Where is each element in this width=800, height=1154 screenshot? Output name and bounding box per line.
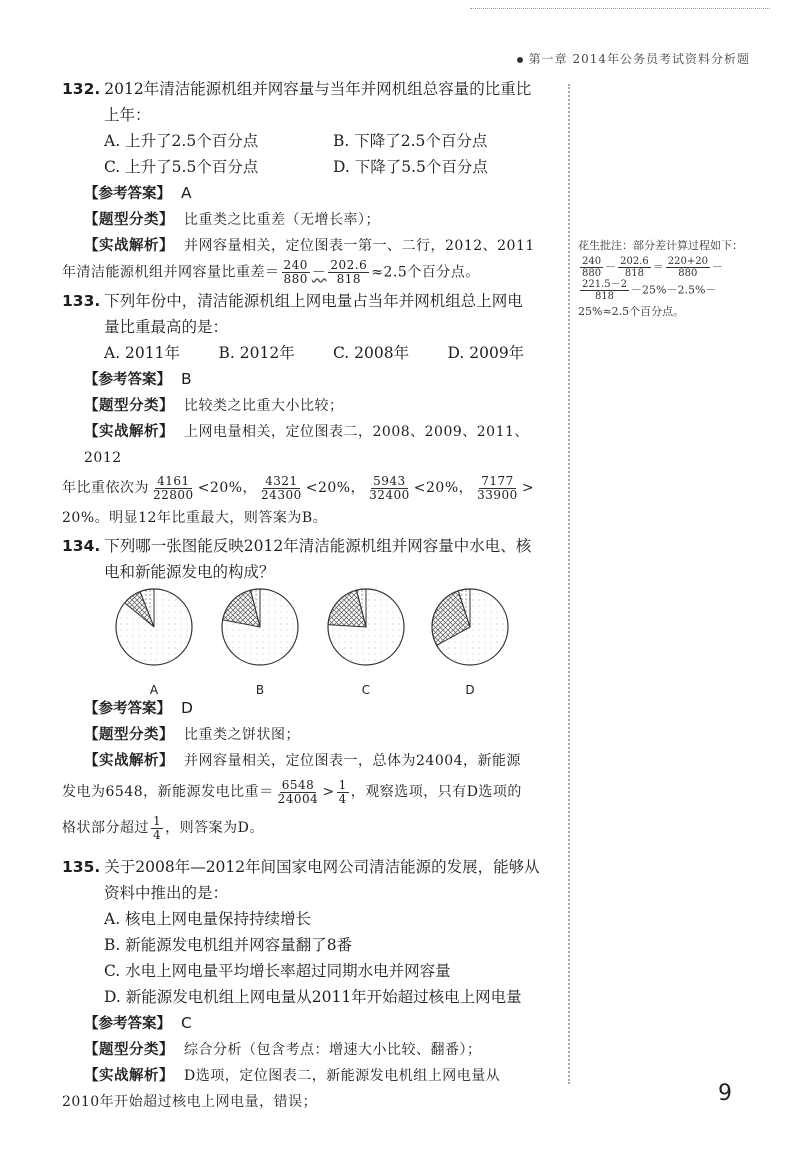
analysis-text: 格状部分超过: [62, 820, 149, 836]
numerator: 240: [283, 258, 308, 272]
fraction: [328, 259, 369, 286]
operator: －: [311, 264, 327, 281]
option-c: C. 上升了5.5个百分点: [104, 158, 259, 176]
denominator: 818: [624, 268, 644, 279]
pie-options: [112, 585, 552, 695]
denominator: 4: [338, 791, 347, 806]
running-header: [517, 50, 750, 67]
analysis-formula: [62, 774, 562, 810]
header-text: 第一章 2014年公务员考试资料分析题: [528, 52, 750, 66]
analysis-formula: [62, 810, 562, 846]
fraction: [580, 256, 603, 279]
option-c: C. 水电上网电量平均增长率超过同期水电并网容量: [104, 962, 451, 980]
question-number: 135.: [62, 858, 101, 876]
analysis-text: D选项，定位图表二，新能源发电机组上网电量从: [184, 1068, 501, 1084]
side-note-text: 25%≈2.5个百分点。: [578, 305, 685, 318]
denominator: 880: [582, 268, 602, 279]
side-note-text: －25%－2.5%－: [631, 283, 717, 297]
answer: D: [181, 699, 193, 717]
comparison: >: [322, 784, 335, 800]
numerator: 1: [153, 813, 162, 828]
denominator: 818: [336, 272, 362, 286]
analysis-text: ，观察选项，只有D选项的: [350, 784, 522, 800]
denominator: 818: [594, 291, 615, 302]
type-text: 比重类之比重差（无增长率）；: [184, 212, 380, 228]
pie-chart: [324, 585, 408, 669]
analysis-tag: 【实战解析】: [84, 753, 174, 769]
type-tag: 【题型分类】: [84, 212, 174, 228]
fraction: [151, 815, 163, 842]
numerator: 1: [338, 777, 347, 792]
question-stem: 关于2008年—2012年间国家电网公司清洁能源的发展，能够从: [104, 858, 540, 876]
analysis-formula: [62, 471, 562, 505]
header-rule: [470, 8, 770, 9]
denominator: 24004: [277, 791, 319, 806]
wavy-underlined-formula: [280, 258, 372, 286]
fraction: [151, 475, 196, 502]
fraction: [475, 475, 520, 502]
pie-option-d: [428, 585, 512, 703]
question-stem: 2012年清洁能源机组并网容量与当年并网机组总容量的比重比: [104, 80, 532, 98]
options: [62, 340, 562, 366]
analysis-text: 上网电量相关，定位图表二，2008、2009、2011、2012: [84, 424, 529, 466]
option-b: B. 2012年: [218, 344, 295, 362]
option-a: A. 核电上网电量保持持续增长: [104, 910, 312, 928]
fraction: [666, 256, 710, 279]
question-132: [62, 76, 562, 286]
options: [62, 128, 562, 180]
side-note: [578, 236, 768, 322]
type-text: 比重类之饼状图；: [184, 727, 300, 743]
denominator: 4: [153, 827, 162, 842]
answer-tag: 【参考答案】: [84, 186, 171, 202]
side-note-formula: $\frac{240}{880}$ － $\frac{202.6}{818}$ ＝ $\frac{220+20}{880}$ －: [582, 256, 723, 279]
side-note-title: 花生批注：部分差计算过程如下：: [578, 239, 743, 252]
type-tag: 【题型分类】: [84, 398, 174, 414]
analysis-text: 并网容量相关，定位图表一第一、二行，2012、2011: [184, 238, 535, 254]
analysis-text: 并网容量相关，定位图表一，总体为24004，新能源: [184, 753, 522, 769]
analysis-text: 发电为6548，新能源发电比重＝: [62, 784, 274, 800]
answer-tag: 【参考答案】: [84, 701, 171, 717]
type-tag: 【题型分类】: [84, 727, 174, 743]
comparison: <20%，: [413, 480, 474, 496]
question-number: 134.: [62, 537, 101, 555]
option-d: D. 下降了5.5个百分点: [333, 158, 488, 176]
answer: B: [181, 370, 192, 388]
pie-chart: [112, 585, 196, 669]
fraction: [337, 779, 349, 806]
fraction: [367, 475, 412, 502]
question-134: [62, 533, 562, 846]
margin-divider: [568, 84, 570, 1084]
pie-option-a: [112, 585, 196, 703]
analysis-formula: [62, 259, 562, 286]
question-stem-cont: 资料中推出的是：: [104, 884, 229, 902]
numerator: 4321: [265, 473, 298, 488]
question-stem: 下列年份中，清洁能源机组上网电量占当年并网机组总上网电: [104, 292, 523, 310]
comparison: >: [521, 480, 535, 496]
fraction: [276, 779, 321, 806]
denominator: 22800: [153, 487, 194, 502]
option-b: B. 新能源发电机组并网容量翻了8番: [104, 936, 353, 954]
analysis-tag: 【实战解析】: [84, 1068, 174, 1084]
numerator: 240: [582, 256, 602, 267]
option-d: D. 2009年: [447, 344, 525, 362]
denominator: 24300: [261, 487, 302, 502]
numerator: 202.6: [330, 258, 368, 272]
question-stem-cont: 电和新能源发电的构成？: [104, 563, 275, 581]
question-stem-cont: 量比重最高的是：: [104, 318, 229, 336]
analysis-text: 年清洁能源机组并网容量比重差＝: [62, 264, 280, 281]
option-d: D. 新能源发电机组上网电量从2011年开始超过核电上网电量: [104, 988, 522, 1006]
denominator: 880: [283, 272, 308, 286]
page-number: 9: [718, 1081, 732, 1106]
pie-chart: [218, 585, 302, 669]
analysis-text: 20%。明显12年比重最大，则答案为B。: [62, 510, 328, 526]
answer-tag: 【参考答案】: [84, 372, 171, 388]
options: [62, 906, 562, 1010]
denominator: 880: [678, 268, 698, 279]
pie-chart: [428, 585, 512, 669]
type-text: 综合分析（包含考点：增速大小比较、翻番）；: [184, 1042, 482, 1058]
answer-tag: 【参考答案】: [84, 1016, 171, 1032]
main-column: [62, 76, 562, 1117]
question-stem-cont: 上年：: [104, 106, 151, 124]
pie-option-b: [218, 585, 302, 703]
side-note-formula: [578, 279, 768, 302]
fraction: [618, 256, 651, 279]
pie-option-c: [324, 585, 408, 703]
type-text: 比较类之比重大小比较；: [184, 398, 344, 414]
question-135: [62, 854, 562, 1115]
option-a: A. 上升了2.5个百分点: [104, 132, 259, 150]
pie-label: D: [465, 683, 475, 697]
analysis-text: 年比重依次为: [62, 480, 149, 496]
pie-label: A: [149, 683, 159, 697]
analysis-text: ≈2.5个百分点。: [371, 264, 480, 281]
numerator: 7177: [481, 473, 514, 488]
comparison: <20%，: [197, 480, 258, 496]
analysis-tag: 【实战解析】: [84, 424, 174, 440]
type-tag: 【题型分类】: [84, 1042, 174, 1058]
question-133: [62, 288, 562, 531]
answer: A: [181, 184, 192, 202]
fraction: [259, 475, 304, 502]
denominator: 33900: [477, 487, 518, 502]
numerator: 5943: [373, 473, 406, 488]
numerator: 4161: [157, 473, 190, 488]
analysis-tag: 【实战解析】: [84, 238, 174, 254]
analysis-text: 2010年开始超过核电上网电量，错误；: [62, 1094, 318, 1110]
comparison: <20%，: [305, 480, 366, 496]
numerator: 221.5－2: [582, 279, 627, 290]
question-number: 133.: [62, 292, 101, 310]
fraction: [580, 279, 629, 302]
analysis-text: ，则答案为D。: [165, 820, 264, 836]
answer: C: [181, 1014, 192, 1032]
fraction: [282, 259, 310, 286]
option-a: A. 2011年: [104, 344, 180, 362]
option-b: B. 下降了2.5个百分点: [333, 132, 488, 150]
bullet-icon: [517, 57, 523, 63]
question-number: 132.: [62, 80, 101, 98]
denominator: 32400: [369, 487, 410, 502]
pie-label: B: [255, 683, 265, 697]
numerator: 202.6: [620, 256, 649, 267]
question-stem: 下列哪一张图能反映2012年清洁能源机组并网容量中水电、核: [104, 537, 532, 555]
pie-label: C: [361, 683, 371, 697]
numerator: 6548: [281, 777, 315, 792]
option-c: C. 2008年: [333, 344, 410, 362]
numerator: 220+20: [667, 256, 708, 267]
